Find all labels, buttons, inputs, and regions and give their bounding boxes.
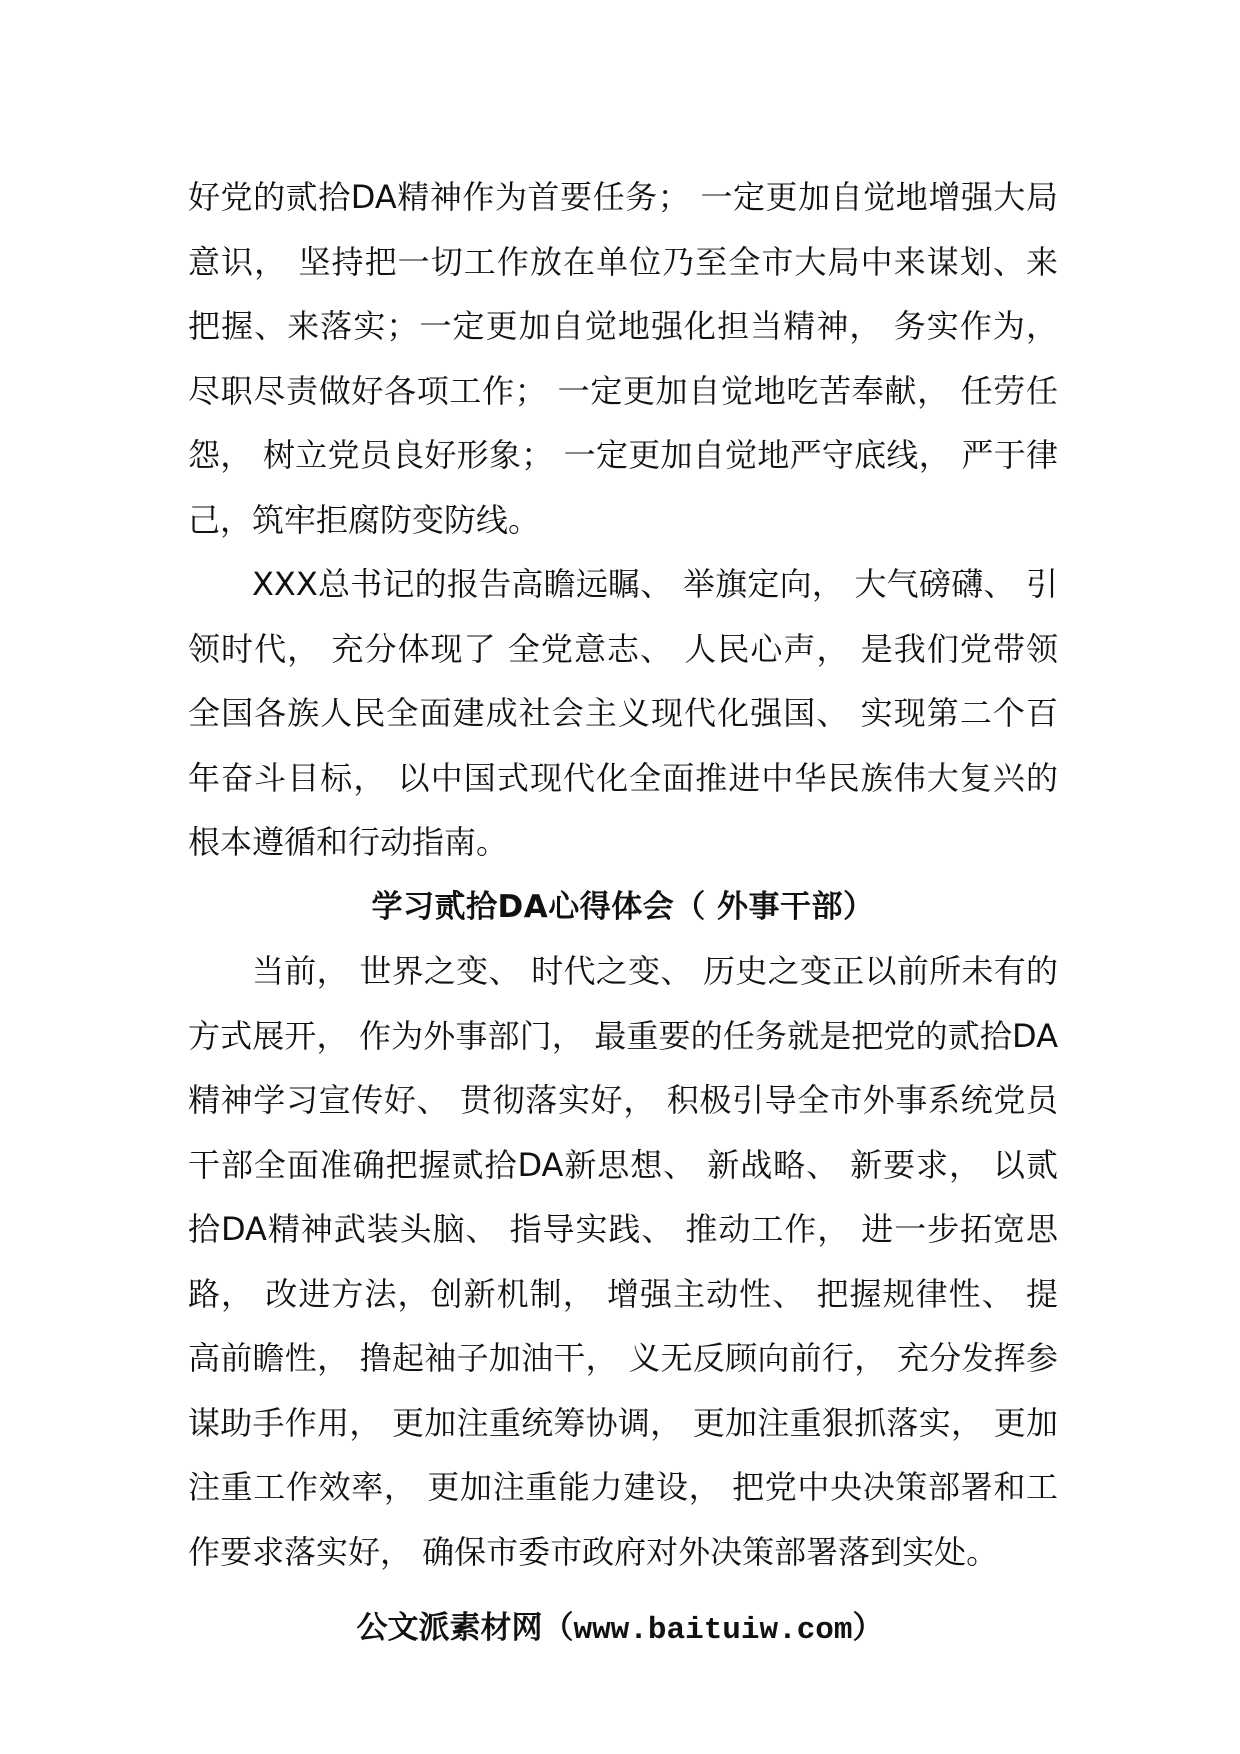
- document-body: [188, 165, 1058, 1584]
- footer-paren-close: ）: [852, 1610, 884, 1646]
- paragraph-continuation: 好党的贰拾DA精神作为首要任务； 一定更加自觉地增强大局意识， 坚持把一切工作放在单位乃至全市大局中来谋划、来把握、来落实；一定更加自觉地强化担当精神， 务实作为， 尽职尽责做好各项工作； 一定更加自觉地吃苦奉献， 任劳任怨， 树立党员良好形象； 一定更加自觉地严守底线， 严于律己，筑牢拒腐防变防线。: [188, 178, 1058, 539]
- paragraph-foreign-affairs: 当前， 世界之变、 时代之变、 历史之变正以前所未有的方式展开， 作为外事部门， 最重要的任务就是把党的贰拾DA精神学习宣传好、 贯彻落实好， 积极引导全市外事系统党员干部全面准确把握贰拾DA新思想、 新战略、 新要求， 以贰拾DA精神武装头脑、 指导实践、 推动工作， 进一步拓宽思路， 改进方法，创新机制， 增强主动性、 把握规律性、 提高前瞻性， 撸起袖子加油干， 义无反顾向前行， 充分发挥参谋助手作用， 更加注重统筹协调， 更加注重狠抓落实， 更加注重工作效率， 更加注重能力建设， 把党中央决策部署和工作要求落实好， 确保市委市政府对外决策部署落到实处。: [188, 952, 1058, 1571]
- footer-watermark: [0, 1608, 1240, 1651]
- section-title: 学习贰拾DA心得体会（ 外事干部）: [371, 888, 875, 925]
- footer-label: 公文派素材网: [356, 1610, 543, 1646]
- footer-paren-open: （: [542, 1610, 574, 1646]
- paragraph-report-summary: XXX总书记的报告高瞻远瞩、 举旗定向， 大气磅礴、 引领时代， 充分体现了 全党意志、 人民心声， 是我们党带领全国各族人民全面建成社会主义现代化强国、 实现第二个百年奋斗目标， 以中国式现代化全面推进中华民族伟大复兴的根本遵循和行动指南。: [188, 565, 1058, 861]
- footer-url: www.baituiw.com: [573, 1613, 853, 1648]
